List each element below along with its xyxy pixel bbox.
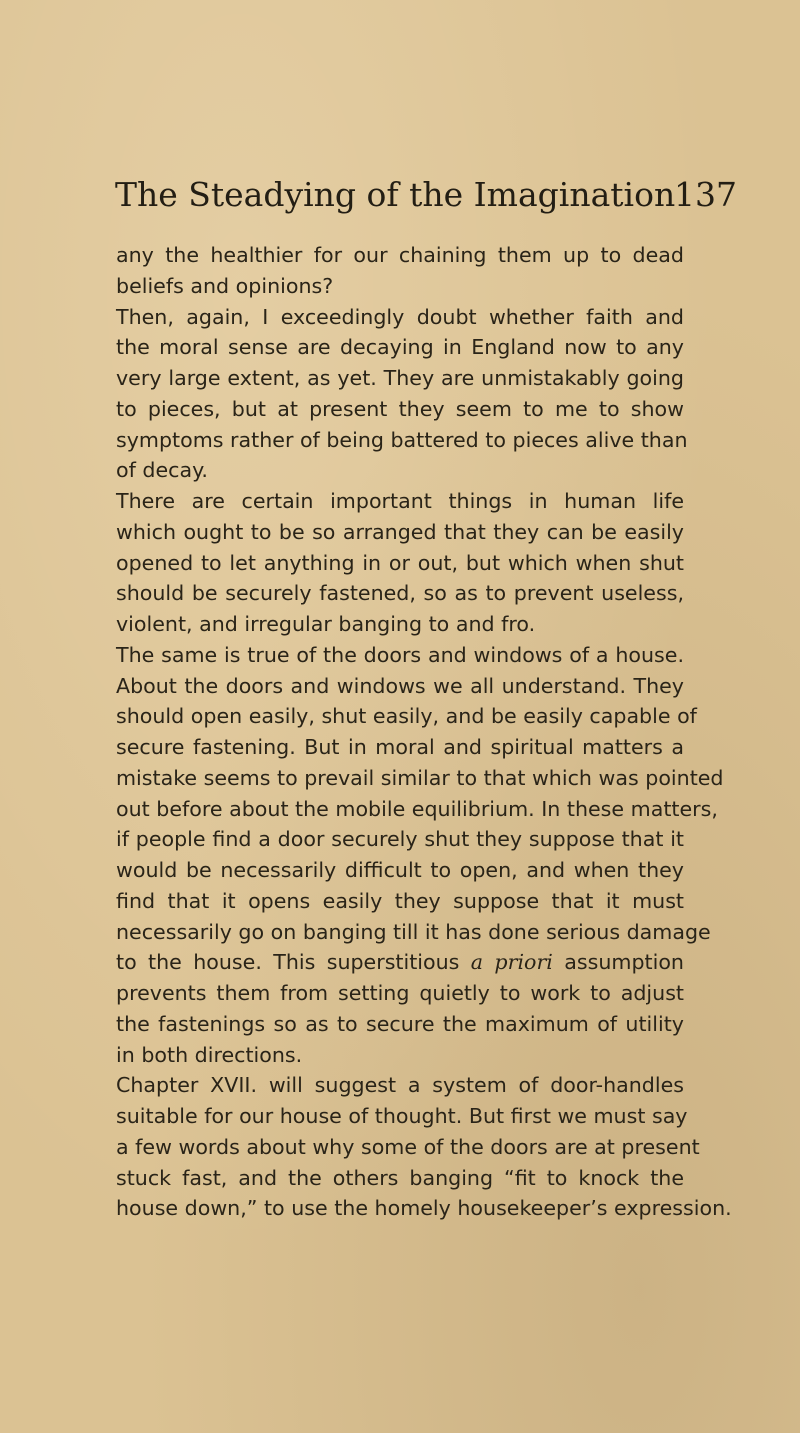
text-line [116, 947, 684, 978]
text-line: Chapter XVII. will suggest a system of door-handles [116, 1073, 684, 1098]
running-head [115, 170, 737, 220]
text-line: stuck fast, and the others banging “fit to knock the [116, 1165, 684, 1190]
text-line: a few words about why some of the doors are at present [116, 1134, 700, 1159]
text-line: the fastenings so as to secure the maximum of utility [116, 1011, 684, 1036]
chapter-title: The Steadying of the Imagination [115, 175, 676, 214]
italic-phrase: a priori [470, 950, 553, 975]
text-line: opened to let anything in or out, but which when shut [116, 550, 684, 575]
page-number: 137 [674, 175, 737, 214]
text-segment: to the house. This superstitious [116, 950, 471, 975]
text-line: which ought to be so arranged that they can be easily [116, 519, 684, 544]
text-line: suitable for our house of thought. But first we must say [116, 1104, 688, 1128]
text-line: The same is true of the doors and windows of a house. [116, 642, 684, 667]
text-line: violent, and irregular banging to and fro. [116, 612, 536, 636]
text-line: necessarily go on banging till it has done serious damage [116, 919, 711, 944]
body-text [116, 240, 732, 1224]
text-line: There are certain important things in human life [116, 489, 684, 513]
text-line: if people find a door securely shut they suppose that it [116, 827, 684, 852]
text-line: About the doors and windows we all understand. They [116, 673, 684, 698]
text-line: prevents them from setting quietly to work to adjust [116, 981, 684, 1005]
text-line: the moral sense are decaying in England now to any [116, 335, 684, 360]
text-line: of decay. [116, 458, 208, 483]
text-line: mistake seems to prevail similar to that which was pointed [116, 765, 724, 790]
text-line: any the healthier for our chaining them up to dead [116, 243, 684, 267]
text-line: Then, again, I exceedingly doubt whether faith and [116, 304, 684, 329]
text-line: symptoms rather of being battered to pieces alive than [116, 427, 688, 452]
text-line: secure fastening. But in moral and spiritual matters a [116, 735, 684, 759]
text-line: should open easily, shut easily, and be easily capable of [116, 704, 697, 729]
text-line: should be securely fastened, so as to prevent useless, [116, 581, 684, 606]
text-segment: assumption [552, 950, 684, 975]
text-line: to pieces, but at present they seem to me to show [116, 396, 684, 421]
text-line: would be necessarily difficult to open, and when they [116, 858, 684, 882]
text-line: very large extent, as yet. They are unmistakably going [116, 366, 684, 390]
text-line: find that it opens easily they suppose that it must [116, 888, 684, 913]
text-line: out before about the mobile equilibrium. In these matters, [116, 796, 718, 821]
text-line: beliefs and opinions? [116, 273, 334, 298]
text-line: in both directions. [116, 1042, 303, 1067]
text-line: house down,” to use the homely housekeeper’s expression. [116, 1196, 732, 1221]
